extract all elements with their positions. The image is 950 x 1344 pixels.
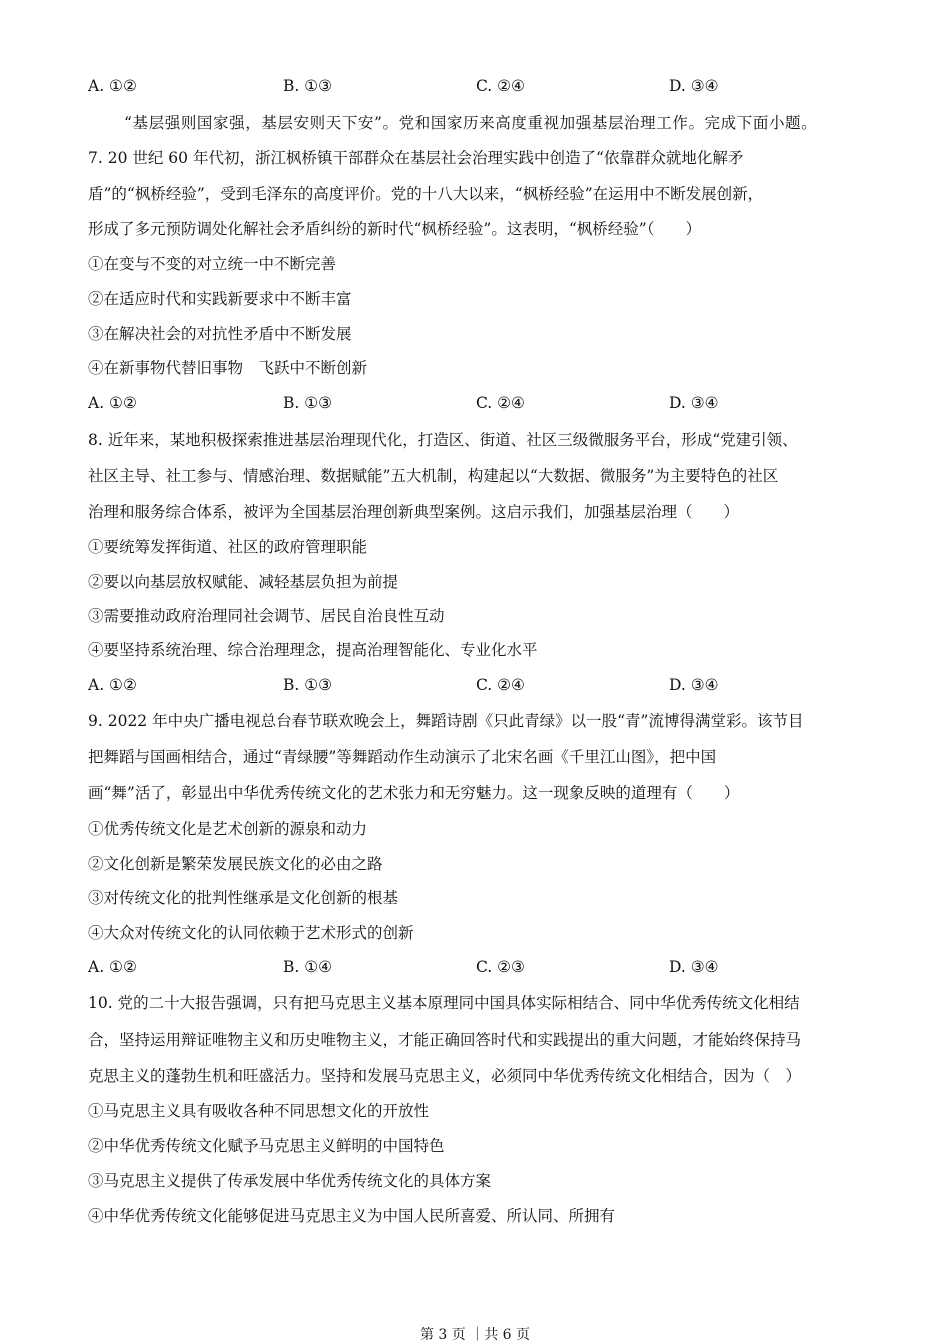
section-intro: “基层强则国家强，基层安则天下安”。党和国家历来高度重视加强基层治理工作。完成下面小题。 xyxy=(124,114,818,132)
q9-stem-line: 把舞蹈与国画相结合，通过“青绿腰”等舞蹈动作生动演示了北宋名画《千里江山图》，把中国 xyxy=(88,748,717,766)
q7-option-b: B. ①③ xyxy=(283,394,333,412)
q10-item: ③马克思主义提供了传承发展中华优秀传统文化的具体方案 xyxy=(88,1172,492,1190)
page-footer: 第 3 页 ｜共 6 页 xyxy=(419,1327,531,1343)
q7-item: ④在新事物代替旧事物 飞跃中不断创新 xyxy=(88,359,368,377)
q9-stem-line: 画“舞”活了，彰显出中华优秀传统文化的艺术张力和无穷魅力。这一现象反映的道理有（ ） xyxy=(88,784,740,802)
q9-stem-line: 9. 2022 年中央广播电视总台春节联欢晚会上，舞蹈诗剧《只此青绿》以一股“青”流博得满堂彩。该节目 xyxy=(88,712,804,730)
q10-stem-line: 合，坚持运用辩证唯物主义和历史唯物主义，才能正确回答时代和实践提出的重大问题，才能始终保持马 xyxy=(88,1031,802,1049)
q10-stem-line: 克思主义的蓬勃生机和旺盛活力。坚持和发展马克思主义，必须同中华优秀传统文化相结合，因为（ ） xyxy=(88,1067,802,1085)
q7-item: ③在解决社会的对抗性矛盾中不断发展 xyxy=(88,325,352,343)
q10-stem-line: 10. 党的二十大报告强调，只有把马克思主义基本原理同中国具体实际相结合、同中华优秀传统文化相结 xyxy=(88,994,800,1012)
q6-option-c: C. ②④ xyxy=(476,77,525,95)
q7-item: ①在变与不变的对立统一中不断完善 xyxy=(88,255,337,273)
q8-option-c: C. ②④ xyxy=(476,676,525,694)
q9-option-d: D. ③④ xyxy=(669,958,719,976)
q7-option-d: D. ③④ xyxy=(669,394,719,412)
q8-option-d: D. ③④ xyxy=(669,676,719,694)
q8-item: ③需要推动政府治理同社会调节、居民自治良性互动 xyxy=(88,607,445,625)
q8-item: ④要坚持系统治理、综合治理理念，提高治理智能化、专业化水平 xyxy=(88,641,538,659)
q9-option-c: C. ②③ xyxy=(476,958,525,976)
q9-item: ③对传统文化的批判性继承是文化创新的根基 xyxy=(88,889,399,907)
q6-option-b: B. ①③ xyxy=(283,77,333,95)
q8-item: ②要以向基层放权赋能、减轻基层负担为前提 xyxy=(88,573,399,591)
q9-item: ④大众对传统文化的认同依赖于艺术形式的创新 xyxy=(88,924,414,942)
q9-item: ②文化创新是繁荣发展民族文化的必由之路 xyxy=(88,855,383,873)
q6-option-d: D. ③④ xyxy=(669,77,719,95)
q7-item: ②在适应时代和实践新要求中不断丰富 xyxy=(88,290,352,308)
q9-option-b: B. ①④ xyxy=(283,958,333,976)
q9-option-a: A. ①② xyxy=(88,958,137,976)
q8-option-b: B. ①③ xyxy=(283,676,333,694)
q10-item: ④中华优秀传统文化能够促进马克思主义为中国人民所喜爱、所认同、所拥有 xyxy=(88,1207,616,1225)
q9-item: ①优秀传统文化是艺术创新的源泉和动力 xyxy=(88,820,368,838)
q10-item: ②中华优秀传统文化赋予马克思主义鲜明的中国特色 xyxy=(88,1137,445,1155)
q8-stem-line: 治理和服务综合体系，被评为全国基层治理创新典型案例。这启示我们，加强基层治理（ ） xyxy=(88,503,740,521)
q8-option-a: A. ①② xyxy=(88,676,137,694)
q8-stem-line: 社区主导、社工参与、情感治理、数据赋能”五大机制，构建起以“大数据、微服务”为主要特色的社区 xyxy=(88,467,779,485)
q7-stem-line: 形成了多元预防调处化解社会矛盾纠纷的新时代“枫桥经验”。这表明，“枫桥经验”（ ） xyxy=(88,220,701,238)
q7-option-a: A. ①② xyxy=(88,394,137,412)
q8-item: ①要统筹发挥街道、社区的政府管理职能 xyxy=(88,538,368,556)
q7-stem-line: 7. 20 世纪 60 年代初，浙江枫桥镇干部群众在基层社会治理实践中创造了“依靠群众就地化解矛 xyxy=(88,149,744,167)
q7-stem-line: 盾”的“枫桥经验”，受到毛泽东的高度评价。党的十八大以来，“枫桥经验”在运用中不断发展创新， xyxy=(88,185,764,203)
q6-option-a: A. ①② xyxy=(88,77,137,95)
q7-option-c: C. ②④ xyxy=(476,394,525,412)
q8-stem-line: 8. 近年来，某地积极探索推进基层治理现代化，打造区、街道、社区三级微服务平台，形成“党建引领、 xyxy=(88,431,798,449)
q10-item: ①马克思主义具有吸收各种不同思想文化的开放性 xyxy=(88,1102,430,1120)
